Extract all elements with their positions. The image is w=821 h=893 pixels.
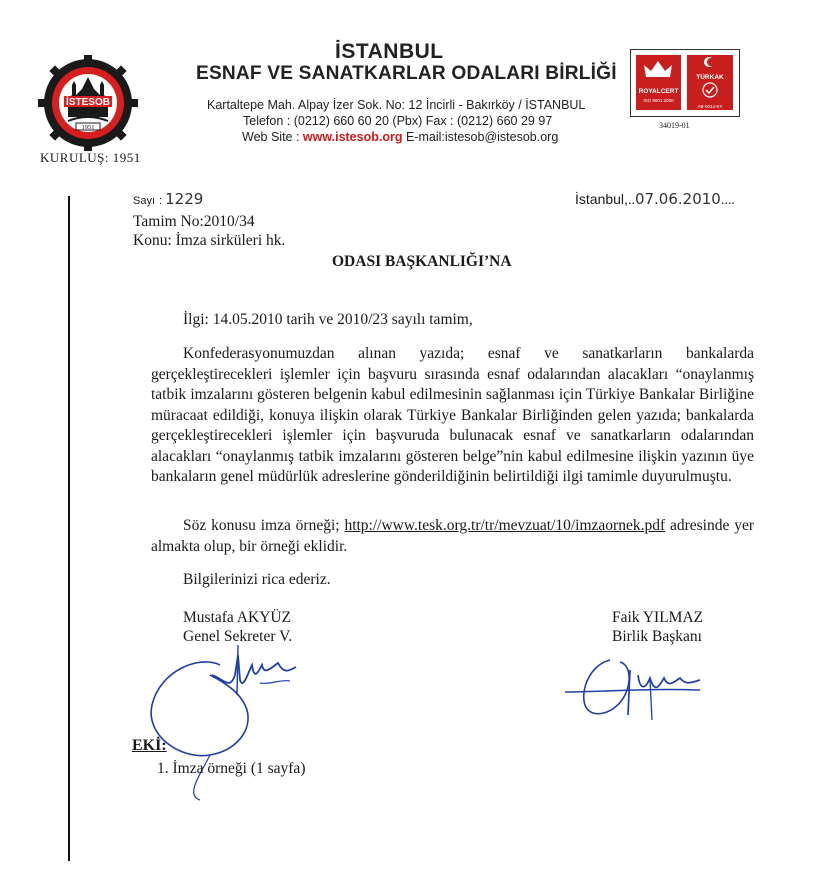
founded-year: KURULUŞ: 1951: [40, 150, 141, 165]
istesob-logo: [38, 55, 138, 151]
signatory-left-title: Genel Sekreter V.: [183, 628, 293, 645]
enclosure-label: EKİ:: [132, 737, 167, 754]
org-phone: Telefon : (0212) 660 60 20 (Pbx) Fax : (0212) 660 29 97: [243, 114, 553, 128]
org-city: İSTANBUL: [335, 40, 444, 63]
closing-line: Bilgilerinizi rica ederiz.: [183, 571, 331, 588]
signatory-left-name: Mustafa AKYÜZ: [183, 609, 292, 626]
flag-crescent-icon: [687, 55, 733, 69]
margin-rule: [68, 196, 70, 861]
email-text: E-mail:istesob@istesob.org: [405, 130, 559, 144]
crown-icon: [636, 55, 681, 83]
circular-number: Tamim No:2010/34: [133, 213, 255, 230]
svg-text:1951: 1951: [81, 124, 95, 131]
addressee: ODASI BAŞKANLIĞI’NA: [332, 253, 512, 270]
web-label: Web Site :: [242, 130, 303, 144]
reference-line: İlgi: 14.05.2010 tarih ve 2010/23 sayılı tamim,: [183, 311, 473, 328]
certification-badges: [630, 49, 740, 117]
checkmark-icon: [687, 81, 733, 99]
imza-ornek-link[interactable]: http://www.tesk.org.tr/tr/mevzuat/10/imzaornek.pdf: [344, 517, 666, 534]
signatory-right-title: Birlik Başkanı: [612, 628, 702, 645]
org-address: Kartaltepe Mah. Alpay İzer Sok. No: 12 İncirli - Bakırköy / İSTANBUL: [207, 98, 586, 112]
link-paragraph: Söz konusu imza örneği; http://www.tesk.org.tr/tr/mevzuat/10/imzaornek.pdf adresinde yer almakta olup, bir örneği eklidir.: [151, 517, 755, 555]
date-line: İstanbul,..07.06.2010....: [575, 190, 735, 208]
gear-emblem: [38, 55, 138, 151]
website-link[interactable]: www.istesob.org: [302, 130, 403, 144]
main-paragraph: Konfederasyonumuzdan alınan yazıda; esnaf ve sanatkarların bankalarda gerçekleştirecekleri işlemler için başvuru sırasında esnaf odalarından alacakları “onaylanmış tatbik imzalarını gösteren belgenin kabul edilmesinin sağlanması için Türkiye Bankalar Birliğine müracaat edildiği, konuya ilişkin olarak Türkiye Bankalar Birliğinden gelen yazıda; bankalarda gerçekleştirecekleri işlemler için başvuruda bulunacak esnaf ve sanatkarların odalarından alacakları “onaylanmış tatbik imzalarını gösteren belge”nin kabul edilmesine ilişkin yazının üye bankaların genel müdürlük adreslerine gönderildiğinin belirtildiği ilgi tamimle duyurulmuştu.: [151, 345, 754, 485]
royalcert-badge: ROYALCERT ISO 9001:2000: [636, 55, 681, 110]
document-number: Sayı : 1229: [133, 190, 204, 208]
signature-right: [560, 650, 720, 740]
signature-left: [140, 635, 310, 805]
signatory-right-name: Faik YILMAZ: [612, 609, 704, 626]
subject-line: Konu: İmza sirküleri hk.: [133, 232, 286, 249]
org-name: ESNAF VE SANATKARLAR ODALARI BİRLİĞİ: [196, 62, 617, 84]
svg-text:İSTESOB: İSTESOB: [66, 97, 110, 108]
date-value: 07.06.2010: [634, 190, 721, 208]
signatory-right: [612, 608, 703, 646]
turkak-badge: TÜRKAK AB-0014-KY: [687, 55, 733, 110]
enclosure-item: 1. İmza örneği (1 sayfa): [157, 760, 306, 777]
org-web-line: [242, 130, 558, 144]
cert-code: 34019-01: [659, 121, 690, 130]
